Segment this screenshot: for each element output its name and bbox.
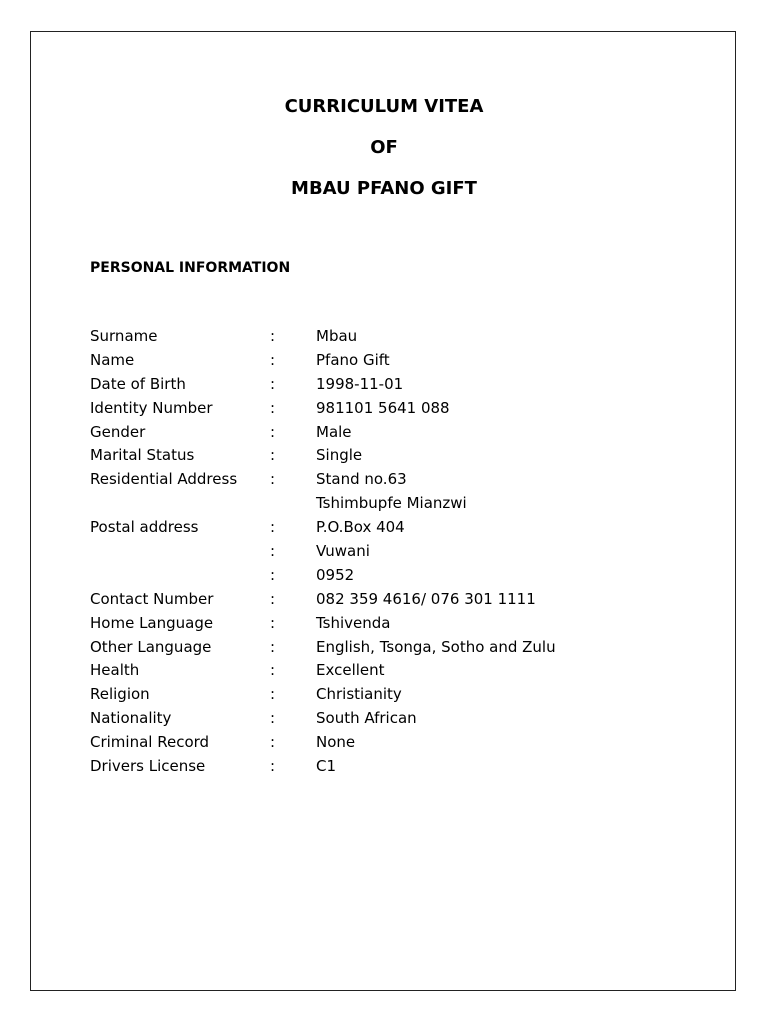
- info-label: Residential Address: [90, 470, 238, 489]
- info-colon: :: [270, 327, 276, 345]
- info-row-religion: [90, 684, 690, 708]
- info-colon: :: [270, 518, 276, 537]
- info-row-other-language: [90, 637, 690, 661]
- info-value: C1: [316, 757, 337, 776]
- info-colon: :: [270, 350, 276, 369]
- info-value: South African: [316, 709, 417, 728]
- info-value: Vuwani: [316, 542, 370, 561]
- info-colon: :: [270, 613, 276, 632]
- info-row-nationality: [90, 708, 690, 732]
- info-colon: :: [270, 733, 276, 752]
- info-colon: :: [270, 542, 276, 561]
- info-label: Name: [90, 350, 135, 369]
- info-colon: :: [270, 374, 276, 393]
- info-row-identity-number: [90, 398, 690, 422]
- info-value: Tshivenda: [316, 613, 391, 632]
- info-label: Postal address: [90, 518, 199, 537]
- info-label: Date of Birth: [90, 374, 186, 393]
- info-row-surname: [90, 326, 690, 350]
- info-value: 1998-11-01: [316, 374, 404, 393]
- info-value: Single: [316, 446, 363, 465]
- info-colon: :: [270, 661, 276, 680]
- info-colon: :: [270, 685, 276, 704]
- info-colon: :: [270, 398, 276, 417]
- info-label: Surname: [90, 327, 158, 345]
- info-colon: :: [270, 446, 276, 465]
- info-colon: :: [270, 709, 276, 728]
- info-row-marital-status: [90, 445, 690, 469]
- document-title: CURRICULUM VITEA: [284, 96, 484, 117]
- info-value: Tshimbupfe Mianzwi: [316, 494, 467, 513]
- info-colon: :: [270, 757, 276, 776]
- info-row-contact-number: [90, 589, 690, 613]
- info-row-postal-address-code: [90, 565, 690, 589]
- info-row-postal-address-town: [90, 541, 690, 565]
- info-value: English, Tsonga, Sotho and Zulu: [316, 637, 556, 656]
- info-label: Religion: [90, 685, 150, 704]
- info-row-criminal-record: [90, 732, 690, 756]
- info-value: 981101 5641 088: [316, 398, 450, 417]
- info-colon: :: [270, 422, 276, 441]
- info-label: Contact Number: [90, 589, 214, 608]
- info-row-residential-address: [90, 469, 690, 493]
- info-colon: :: [270, 470, 276, 489]
- info-row-drivers-license: [90, 756, 690, 780]
- info-value: P.O.Box 404: [316, 518, 405, 537]
- info-row-date-of-birth: [90, 374, 690, 398]
- info-value: Stand no.63: [316, 470, 407, 489]
- info-value: 082 359 4616/ 076 301 1111: [316, 589, 536, 608]
- info-colon: :: [270, 589, 276, 608]
- info-value: Excellent: [316, 661, 385, 680]
- info-value: Mbau: [316, 327, 358, 345]
- info-label: Criminal Record: [90, 733, 210, 752]
- info-label: Marital Status: [90, 446, 195, 465]
- info-colon: :: [270, 565, 276, 584]
- info-row-name: [90, 350, 690, 374]
- info-label: Home Language: [90, 613, 214, 632]
- section-heading-personal-information: PERSONAL INFORMATION: [90, 260, 291, 276]
- info-label: Nationality: [90, 709, 172, 728]
- info-value: Christianity: [316, 685, 402, 704]
- document-title-name: MBAU PFANO GIFT: [291, 178, 477, 199]
- info-value: Male: [316, 422, 352, 441]
- info-value: 0952: [316, 565, 355, 584]
- info-label: Other Language: [90, 637, 212, 656]
- document-title-of: OF: [370, 137, 398, 158]
- info-label: Gender: [90, 422, 146, 441]
- info-row-gender: [90, 422, 690, 446]
- info-label: Drivers License: [90, 757, 206, 776]
- info-row-residential-address-cont: [90, 493, 690, 517]
- info-row-health: [90, 660, 690, 684]
- info-row-postal-address: [90, 517, 690, 541]
- info-value: Pfano Gift: [316, 350, 390, 369]
- info-label: Identity Number: [90, 398, 213, 417]
- info-colon: :: [270, 637, 276, 656]
- info-row-home-language: [90, 613, 690, 637]
- personal-info-list: [90, 326, 690, 780]
- info-value: None: [316, 733, 356, 752]
- info-label: Health: [90, 661, 140, 680]
